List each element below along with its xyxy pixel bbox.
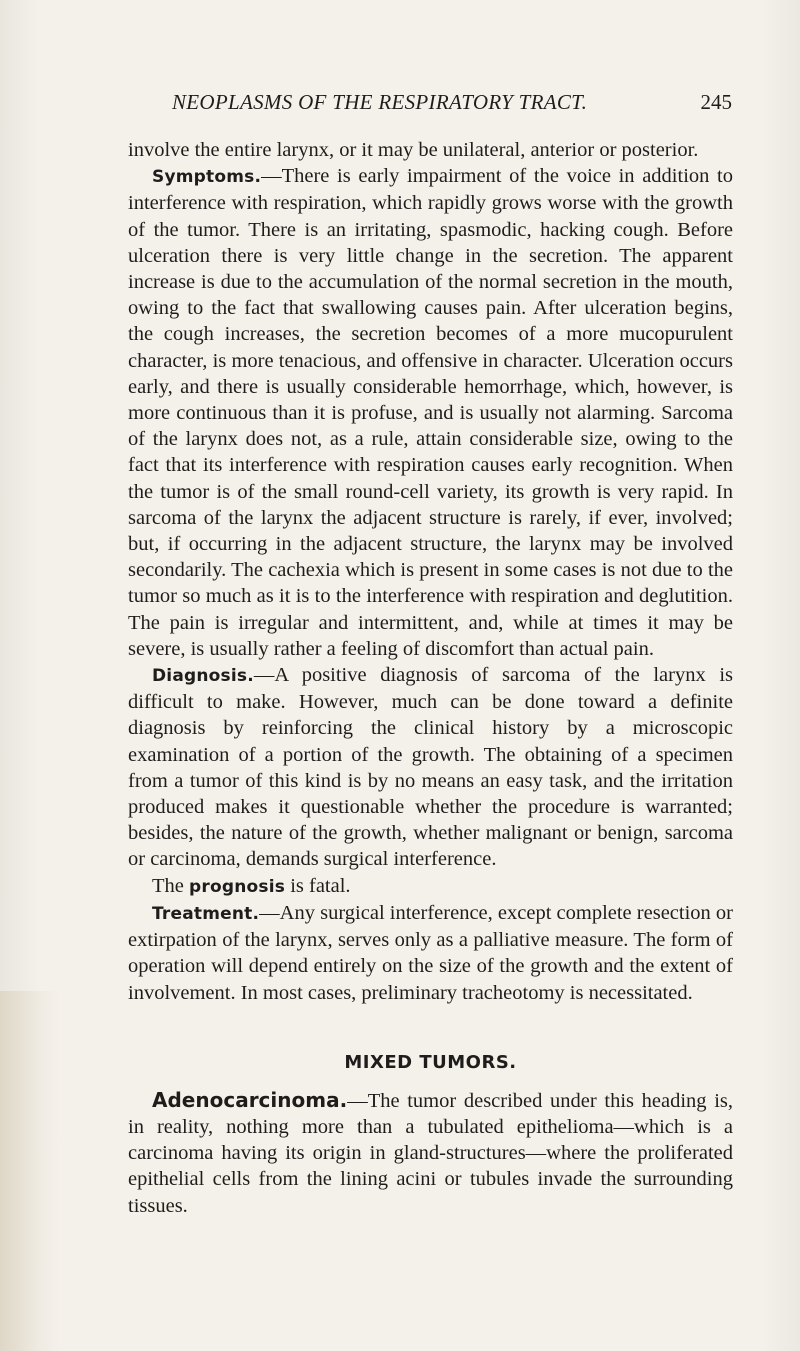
paragraph-adenocarcinoma xyxy=(128,1087,733,1219)
symptoms-text: —There is early impairment of the voice in addition to interference with respiration, which rapidly grows worse with the growth of the tumor. There is an irritating, spasmodic, hacking cough. Before ulceration there is very little change in the secretion. The apparent increase is due to the accumulation of the normal secretion in the mouth, owing to the fact that swallowing causes pain. After ulceration begins, the cough increases, the secretion becomes of a more mucopurulent character, is more tenacious, and offensive in character. Ulceration occurs early, and there is usually considerable hemorrhage, which, however, is more continuous than it is profuse, and is usually not alarming. Sarcoma of the larynx does not, as a rule, attain considerable size, owing to the fact that its interference with respiration causes early recognition. When the tumor is of the small round-cell variety, its growth is very rapid. In sarcoma of the larynx the adjacent structure is rarely, if ever, involved; but, if occurring in the adjacent structure, the larynx may be involved secondarily. The cachexia which is present in some cases is not due to the tumor so much as it is to the interference with respiration and deglutition. The pain is irregular and intermittent, and, while at times it may be severe, is usually rather a feeling of discomfort than actual pain. xyxy=(128,165,733,660)
prognosis-text: is fatal. xyxy=(285,874,351,897)
diagnosis-heading: Diagnosis. xyxy=(152,666,254,687)
prognosis-prefix: The xyxy=(152,874,189,897)
adenocarcinoma-text: —The tumor described under this heading is, in reality, nothing more than a tubulated epithelioma—which is a carcinoma having its origin in gland-structures—where the proliferated epithelial cells from the lining acini or tubules invade the surrounding tissues. xyxy=(128,1089,733,1217)
section-heading-mixed-tumors: MIXED TUMORS. xyxy=(344,1051,517,1073)
prognosis-heading: prognosis xyxy=(189,876,286,897)
paragraph-diagnosis xyxy=(128,662,733,873)
treatment-text: —Any surgical interference, except complete resection or extirpation of the larynx, serves only as a palliative measure. The form of operation will depend entirely on the size of the growth and the extent of involvement. In most cases, preliminary tracheotomy is necessitated. xyxy=(128,901,733,1004)
paragraph-treatment xyxy=(128,900,733,1006)
page-number: 245 xyxy=(700,90,732,114)
diagnosis-text: —A positive diagnosis of sarcoma of the larynx is difficult to make. However, much can be done toward a definite diagnosis by reinforcing the clinical history by a microscopic examination of a portion of the growth. The obtaining of a specimen from a tumor of this kind is by no means an easy task, and the irritation produced makes it questionable whether the procedure is warranted; besides, the nature of the growth, whether malignant or benign, sarcoma or carcinoma, demands surgical interference. xyxy=(128,664,733,871)
paragraph-symptoms xyxy=(128,163,733,662)
adenocarcinoma-heading: Adenocarcinoma. xyxy=(152,1087,348,1112)
running-header xyxy=(172,90,732,120)
symptoms-heading: Symptoms. xyxy=(152,167,262,188)
header-title: NEOPLASMS OF THE RESPIRATORY TRACT. xyxy=(172,90,588,114)
page-body xyxy=(128,137,733,1219)
treatment-heading: Treatment. xyxy=(152,903,260,924)
page-edge-shadow xyxy=(0,991,60,1351)
paragraph-prognosis xyxy=(128,873,733,900)
paragraph-continued: involve the entire larynx, or it may be unilateral, anterior or posterior. xyxy=(128,139,699,161)
